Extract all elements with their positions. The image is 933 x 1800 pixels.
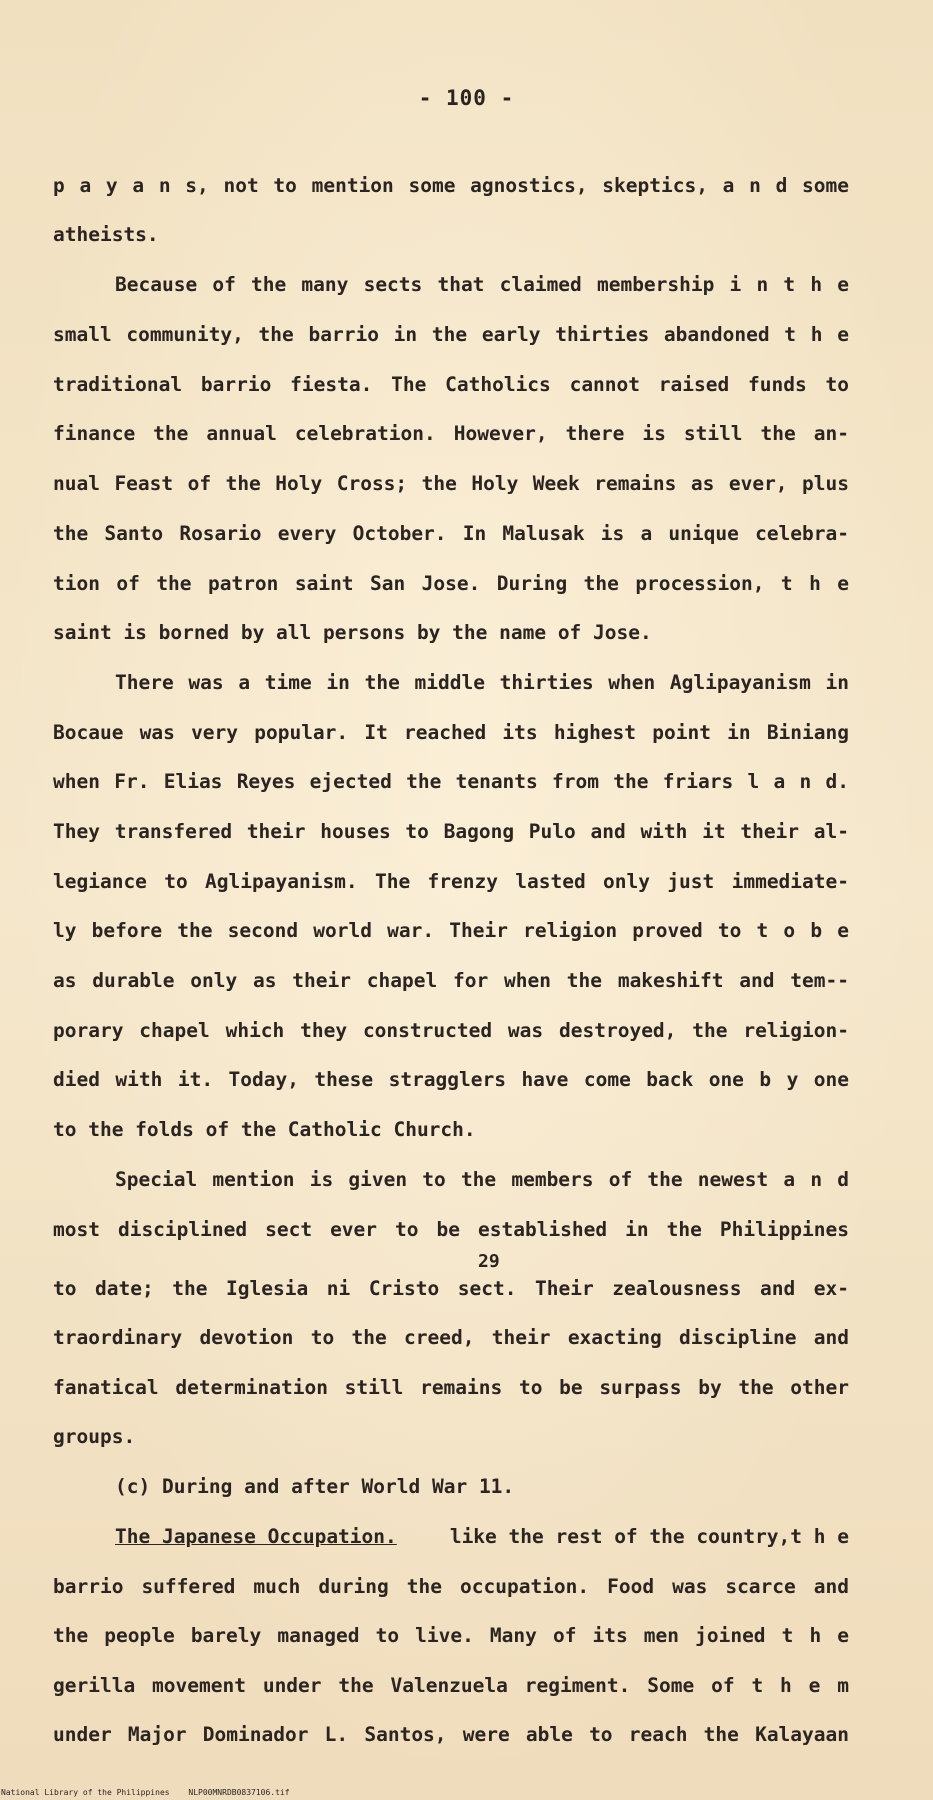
heading-japanese-occupation: The Japanese Occupation. [115, 1525, 397, 1548]
text-line: There was a time in the middle thirties when Aglipayanism in [115, 671, 849, 694]
text-line: to the folds of the Catholic Church. [53, 1118, 476, 1141]
text-line: saint is borned by all persons by the name of Jose. [53, 621, 652, 644]
text-line: to date; the Iglesia ni Cristo sect. Their zealousness and ex- [53, 1277, 849, 1300]
text-line: small community, the barrio in the early thirties abandoned t h e [53, 323, 849, 346]
text-line: the Santo Rosario every October. In Malusak is a unique celebra- [53, 522, 849, 545]
text-line: most disciplined sect ever to be established in the Philippines [53, 1218, 849, 1241]
footer-library: National Library of the Philippines [1, 1788, 170, 1797]
text-line-continuation: like the rest of the country,t h e [449, 1525, 849, 1548]
text-line: Special mention is given to the members of the newest a n d [115, 1168, 849, 1191]
text-line: Bocaue was very popular. It reached its highest point in Biniang [53, 721, 849, 744]
text-line: ly before the second world war. Their religion proved to t o b e [53, 919, 849, 942]
text-line: groups. [53, 1425, 136, 1448]
section-heading: (c) During and after World War 11. [115, 1475, 515, 1498]
text-line: atheists. [53, 223, 159, 246]
page-number: - 100 - [418, 86, 515, 110]
text-line: finance the annual celebration. However, there is still the an- [53, 422, 849, 445]
text-line: when Fr. Elias Reyes ejected the tenants from the friars l a n d. [53, 770, 849, 793]
scan-footer [1, 1788, 290, 1797]
text-line: p a y a n s, not to mention some agnostics, skeptics, a n d some [53, 174, 849, 197]
text-line: traordinary devotion to the creed, their exacting discipline and [53, 1326, 849, 1349]
footer-filename: NLP00MNRDB0837106.tif [188, 1788, 290, 1797]
text-line: died with it. Today, these stragglers have come back one b y one [53, 1068, 849, 1091]
text-line: legiance to Aglipayanism. The frenzy lasted only just immediate- [53, 870, 849, 893]
text-line: They transfered their houses to Bagong Pulo and with it their al- [53, 820, 849, 843]
text-line: traditional barrio fiesta. The Catholics cannot raised funds to [53, 373, 849, 396]
footnote-number: 29 [478, 1251, 500, 1272]
text-line [115, 1522, 849, 1552]
text-line: as durable only as their chapel for when the makeshift and tem-- [53, 969, 849, 992]
text-line: nual Feast of the Holy Cross; the Holy Week remains as ever, plus [53, 472, 849, 495]
text-line: tion of the patron saint San Jose. During the procession, t h e [53, 572, 849, 595]
text-line: barrio suffered much during the occupation. Food was scarce and [53, 1575, 849, 1598]
text-line: fanatical determination still remains to be surpass by the other [53, 1376, 849, 1399]
text-line: gerilla movement under the Valenzuela regiment. Some of t h e m [53, 1674, 849, 1697]
text-line: under Major Dominador L. Santos, were able to reach the Kalayaan [53, 1723, 849, 1746]
text-line: the people barely managed to live. Many of its men joined t h e [53, 1624, 849, 1647]
text-line: Because of the many sects that claimed membership i n t h e [115, 273, 849, 296]
text-line: porary chapel which they constructed was destroyed, the religion- [53, 1019, 849, 1042]
